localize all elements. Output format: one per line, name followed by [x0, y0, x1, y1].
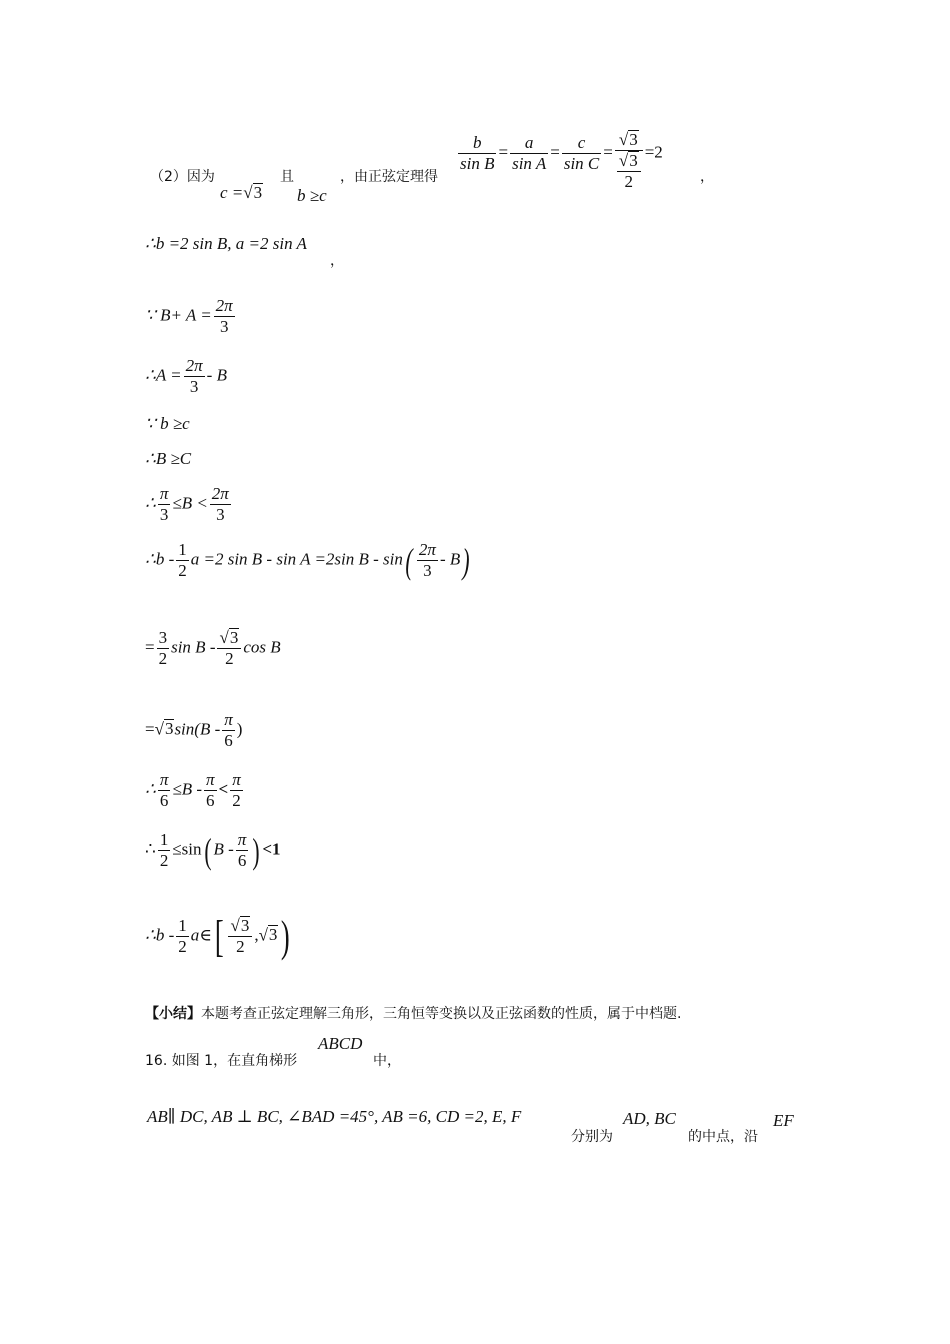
q16-ad-bc: AD, BC: [623, 1109, 676, 1128]
line-B-range: ∴ $\frac{\pi}{3}$ ≤B < $\frac{2\pi}{3}$: [145, 484, 229, 524]
line-B-ge-C: ∴B ≥C: [145, 449, 192, 468]
q16-ef: EF: [773, 1111, 794, 1130]
line-final-range: ∴b - $\frac{1}{2}$ a∈[ $\frac{√3}{2}$ ,√3): [145, 911, 291, 961]
summary-paragraph: 【小结】本题考查正弦定理解三角形，三角恒等变换以及正弦函数的性质，属于中档题.: [145, 1006, 682, 1022]
comma-1: ，: [700, 169, 714, 185]
line-three-halves-sin: = $\frac{3}{2}$ sin B - $\frac{√3}{2}$ cos B: [145, 628, 281, 668]
q16-lead: 16. 如图 1，在直角梯形: [145, 1053, 298, 1069]
line-sin-range: ∴ $\frac{1}{2}$ ≤sin( B - $\frac{\pi}{6}$ ) <1: [145, 830, 281, 871]
line-b-minus-half-a: ∴b - $\frac{1}{2}$ a =2 sin B - sin A =2sin B - sin( $\frac{2\pi}{3}$ - B): [145, 540, 470, 581]
line-b-ge-c: ∵ b ≥c: [145, 414, 190, 433]
line-b-plus-a: ∵ B+ A = $\frac{2\pi}{3}$: [145, 296, 233, 336]
sine-law-formula: $\frac{b}{\text{sin B}}$ = $\frac{a}{\text{sin A}}$ = $\frac{c}{\text{sin C}}$ = $\frac{√3}{\frac{√3}{2}}$ =2: [460, 130, 663, 191]
q16-midpoint-text: 的中点，沿: [688, 1129, 758, 1145]
comma-2: ，: [330, 253, 344, 269]
b-ge-c: b ≥c: [297, 186, 327, 205]
line-b-a-sine: ∴b =2 sin B, a =2 sin A: [145, 234, 307, 253]
section-2-label: （2）因为: [150, 169, 215, 185]
line-B-minus-pi6-range: ∴ $\frac{\pi}{6}$ ≤B - $\frac{\pi}{6}$ < $\frac{\pi}{2}$: [145, 770, 241, 810]
q16-conditions: AB∥ DC, AB ⊥ BC, ∠BAD =45°, AB =6, CD =2, E, F: [147, 1107, 522, 1126]
zhengxian-text: ，由正弦定理得: [340, 169, 438, 185]
q16-zhong: 中，: [373, 1053, 401, 1069]
q16-fenbie: 分别为: [571, 1129, 613, 1145]
q16-abcd: ABCD: [318, 1034, 363, 1053]
line-sqrt3-sin: =√3sin(B - $\frac{\pi}{6}$ ): [145, 710, 243, 750]
c-equals-sqrt3: c =√3: [220, 183, 263, 202]
line-a-equals: ∴A = $\frac{2\pi}{3}$ - B: [145, 356, 227, 396]
qie-text: 且: [280, 169, 294, 185]
